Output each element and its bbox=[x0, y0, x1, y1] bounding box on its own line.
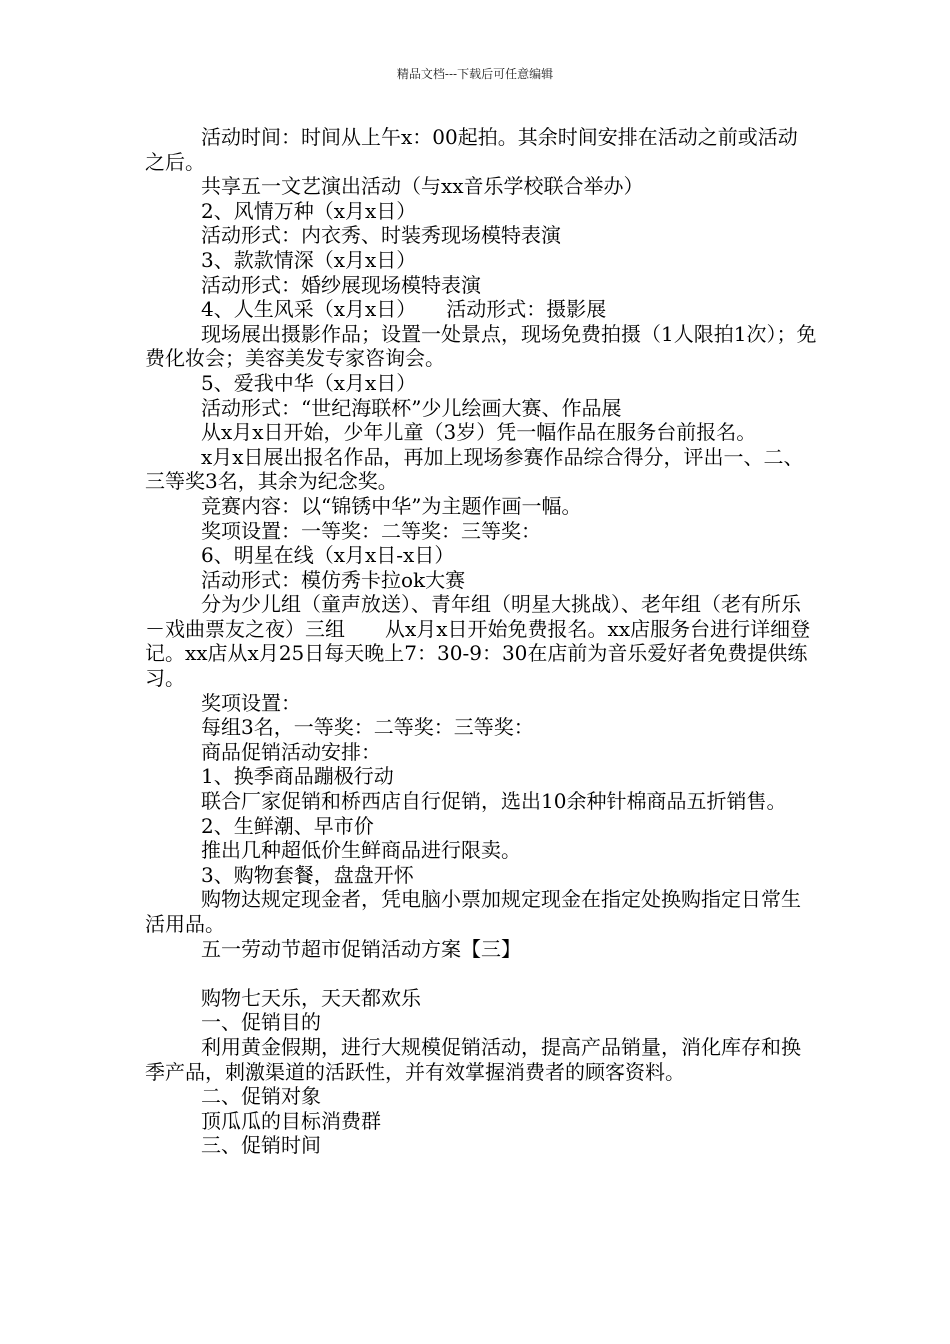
page-header: 精品文档---下载后可任意编辑 bbox=[396, 67, 554, 81]
paragraph: 购物七天乐，天天都欢乐 bbox=[201, 985, 421, 1010]
paragraph: 奖项设置：一等奖：二等奖：三等奖： bbox=[201, 518, 541, 543]
paragraph: 三、促销时间 bbox=[201, 1133, 321, 1158]
paragraph: 利用黄金假期，进行大规模促销活动，提高产品销量，消化库存和换季产品，刺激渠道的活跃性，并有效掌握消费者的顾客资料。 bbox=[145, 1034, 801, 1084]
paragraph: 顶瓜瓜的目标消费群 bbox=[201, 1108, 381, 1133]
paragraph: 共享五一文艺演出活动（与xx音乐学校联合举办） bbox=[201, 174, 644, 199]
paragraph: 分为少儿组（童声放送）、青年组（明星大挑战）、老年组（老有所乐－戏曲票友之夜）三组 从x月x日开始免费报名。xx店服务台进行详细登记。xx店从x月25日每天晚上7：30-9：30在店前为音乐爱好者免费提供练习。 bbox=[145, 592, 811, 691]
paragraph: 一、促销目的 bbox=[201, 1010, 321, 1035]
paragraph: 购物达规定现金者，凭电脑小票加规定现金在指定处换购指定日常生活用品。 bbox=[145, 887, 801, 936]
paragraph: 从x月x日开始，少年儿童（3岁）凭一幅作品在服务台前报名。 bbox=[201, 420, 757, 445]
paragraph: 2、风情万种（x月x日） bbox=[201, 198, 417, 223]
paragraph: 活动形式：模仿秀卡拉ok大赛 bbox=[201, 567, 466, 592]
document-body bbox=[145, 125, 817, 1158]
paragraph: 活动时间：时间从上午x：00起拍。其余时间安排在活动之前或活动之后。 bbox=[145, 125, 798, 174]
paragraph: 商品促销活动安排： bbox=[201, 739, 381, 764]
paragraph: 5、爱我中华（x月x日） bbox=[201, 370, 417, 395]
paragraph: 推出几种超低价生鲜商品进行限卖。 bbox=[201, 838, 521, 863]
paragraph: 活动形式：内衣秀、时装秀现场模特表演 bbox=[201, 223, 561, 248]
paragraph: 每组3名，一等奖：二等奖：三等奖： bbox=[201, 715, 534, 740]
paragraph: 奖项设置： bbox=[201, 690, 301, 715]
paragraph: x月x日展出报名作品，再加上现场参赛作品综合得分，评出一、二、三等奖3名，其余为纪念奖。 bbox=[145, 444, 804, 494]
paragraph: 4、人生风采（x月x日） 活动形式：摄影展 bbox=[201, 297, 607, 322]
blank-line bbox=[145, 961, 817, 986]
paragraph: 联合厂家促销和桥西店自行促销，选出10余种针棉商品五折销售。 bbox=[201, 789, 787, 814]
paragraph: 2、生鲜潮、早市价 bbox=[201, 813, 374, 838]
paragraph: 3、购物套餐，盘盘开怀 bbox=[201, 862, 414, 887]
section-heading: 五一劳动节超市促销活动方案【三】 bbox=[201, 936, 521, 961]
paragraph: 1、换季商品蹦极行动 bbox=[201, 764, 394, 789]
paragraph: 3、款款情深（x月x日） bbox=[201, 247, 417, 272]
paragraph: 6、明星在线（x月x日-x日） bbox=[201, 543, 455, 568]
paragraph: 现场展出摄影作品；设置一处景点，现场免费拍摄（1人限拍1次）；免费化妆会；美容美发专家咨询会。 bbox=[145, 321, 817, 371]
paragraph: 二、促销对象 bbox=[201, 1084, 321, 1109]
paragraph: 竞赛内容：以“锦锈中华”为主题作画一幅。 bbox=[201, 493, 582, 518]
paragraph: 活动形式：“世纪海联杯”少儿绘画大赛、作品展 bbox=[201, 395, 622, 420]
paragraph: 活动形式：婚纱展现场模特表演 bbox=[201, 272, 481, 297]
